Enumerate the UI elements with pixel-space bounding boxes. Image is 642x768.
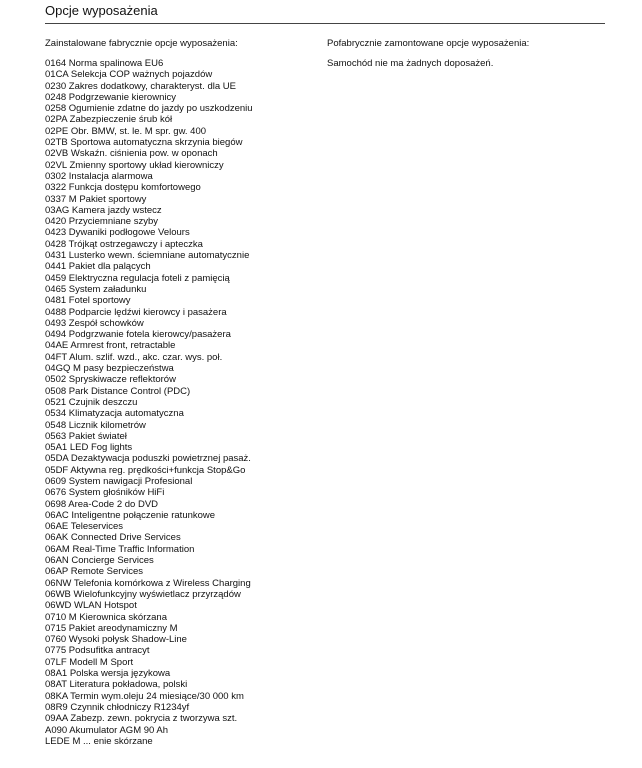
option-item: 0715 Pakiet areodynamiczny M — [45, 622, 178, 634]
option-item: 08AT Literatura pokładowa, polski — [45, 679, 188, 691]
option-item: 03AG Kamera jazdy wstecz — [45, 204, 162, 216]
option-item: 0521 Czujnik deszczu — [45, 396, 138, 408]
retrofit-options-heading: Pofabrycznie zamontowane opcje wyposażenia: — [327, 38, 530, 49]
option-item: 0493 Zespół schowków — [45, 317, 144, 329]
retrofit-empty-text: Samochód nie ma żadnych doposażeń. — [327, 58, 494, 69]
option-item: 0775 Podsufitka antracyt — [45, 645, 150, 657]
option-item: 02VB Wskaźn. ciśnienia pow. w oponach — [45, 148, 218, 160]
option-item: 05DA Dezaktywacja poduszki powietrznej pasaż. — [45, 453, 251, 465]
option-item: 0164 Norma spalinowa EU6 — [45, 58, 164, 69]
page-title: Opcje wyposażenia — [45, 3, 158, 18]
option-item: 02PE Obr. BMW, st. le. M spr. gw. 400 — [45, 125, 207, 137]
option-item: 06AK Connected Drive Services — [45, 532, 181, 544]
option-item: 0248 Podgrzewanie kierownicy — [45, 91, 176, 103]
option-item: 0423 Dywaniki podłogowe Velours — [45, 227, 190, 239]
option-item: 0322 Funkcja dostępu komfortowego — [45, 182, 201, 194]
retrofit-options-column — [327, 38, 607, 69]
option-item: 0508 Park Distance Control (PDC) — [45, 385, 191, 397]
option-item: 0502 Spryskiwacze reflektorów — [45, 374, 176, 386]
option-item: 0676 System głośników HiFi — [45, 487, 165, 499]
option-item: 02TB Sportowa automatyczna skrzynia biegów — [45, 137, 243, 149]
option-item: 0563 Pakiet świateł — [45, 430, 127, 442]
option-item: 0420 Przyciemniane szyby — [45, 216, 158, 228]
factory-options-list — [45, 58, 305, 747]
option-item: 0431 Lusterko wewn. ściemniane automatycznie — [45, 250, 250, 262]
option-item: 0258 Ogumienie zdatne do jazdy po uszkodzeniu — [45, 103, 253, 115]
option-item: 04GQ M pasy bezpieczeństwa — [45, 363, 174, 375]
option-item: 06AN Concierge Services — [45, 555, 154, 567]
option-item: 06WB Wielofunkcyjny wyświetlacz przyrządów — [45, 588, 241, 600]
option-item: 05A1 LED Fog lights — [45, 442, 133, 454]
option-item: 06AC Inteligentne połączenie ratunkowe — [45, 509, 216, 521]
option-item: 0230 Zakres dodatkowy, charakteryst. dla UE — [45, 80, 236, 92]
option-item: A090 Akumulator AGM 90 Ah — [45, 724, 169, 736]
option-item: LEDE M ... enie skórzane — [45, 735, 153, 747]
option-item: 0534 Klimatyzacja automatyczna — [45, 408, 184, 420]
factory-options-column — [45, 38, 305, 747]
option-item: 0609 System nawigacji Profesional — [45, 475, 193, 487]
option-item: 0710 M Kierownica skórzana — [45, 611, 167, 623]
option-item: 0302 Instalacja alarmowa — [45, 170, 153, 182]
title-divider — [45, 23, 605, 24]
option-item: 06AE Teleservices — [45, 521, 123, 533]
option-item: 0488 Podparcie lędźwi kierowcy i pasażera — [45, 306, 227, 318]
option-item: 05DF Aktywna reg. prędkości+funkcja Stop&Go — [45, 464, 246, 476]
option-item: 0441 Pakiet dla palących — [45, 261, 151, 273]
option-item: 01CA Selekcja COP ważnych pojazdów — [45, 69, 213, 81]
option-item: 0459 Elektryczna regulacja foteli z pamięcią — [45, 272, 230, 284]
option-item: 04AE Armrest front, retractable — [45, 340, 176, 352]
option-item: 0337 M Pakiet sportowy — [45, 193, 147, 205]
option-item: 0698 Area-Code 2 do DVD — [45, 498, 159, 510]
option-item: 0428 Trójkąt ostrzegawczy i apteczka — [45, 238, 203, 250]
option-item: 08R9 Czynnik chłodniczy R1234yf — [45, 701, 190, 713]
option-item: 06NW Telefonia komórkowa z Wireless Charging — [45, 577, 251, 589]
option-item: 06WD WLAN Hotspot — [45, 600, 137, 612]
option-item: 02PA Zabezpieczenie śrub kół — [45, 114, 173, 126]
option-item: 0481 Fotel sportowy — [45, 295, 131, 307]
option-item: 09AA Zabezp. zewn. pokrycia z tworzywa szt. — [45, 713, 238, 725]
option-item: 04FT Alum. szlif. wzd., akc. czar. wys. poł. — [45, 351, 223, 363]
option-item: 06AM Real-Time Traffic Information — [45, 543, 195, 555]
option-item: 0494 Podgrzwanie fotela kierowcy/pasażera — [45, 329, 231, 341]
option-item: 02VL Zmienny sportowy układ kierowniczy — [45, 159, 224, 171]
option-item: 08KA Termin wym.oleju 24 miesiące/30 000 km — [45, 690, 244, 702]
factory-options-heading: Zainstalowane fabrycznie opcje wyposażenia: — [45, 38, 238, 49]
option-item: 06AP Remote Services — [45, 566, 144, 578]
option-item: 0548 Licznik kilometrów — [45, 419, 146, 431]
option-item: 07LF Modell M Sport — [45, 656, 134, 668]
option-item: 0760 Wysoki połysk Shadow-Line — [45, 634, 187, 646]
option-item: 0465 System załadunku — [45, 283, 147, 295]
option-item: 08A1 Polska wersja językowa — [45, 668, 171, 680]
